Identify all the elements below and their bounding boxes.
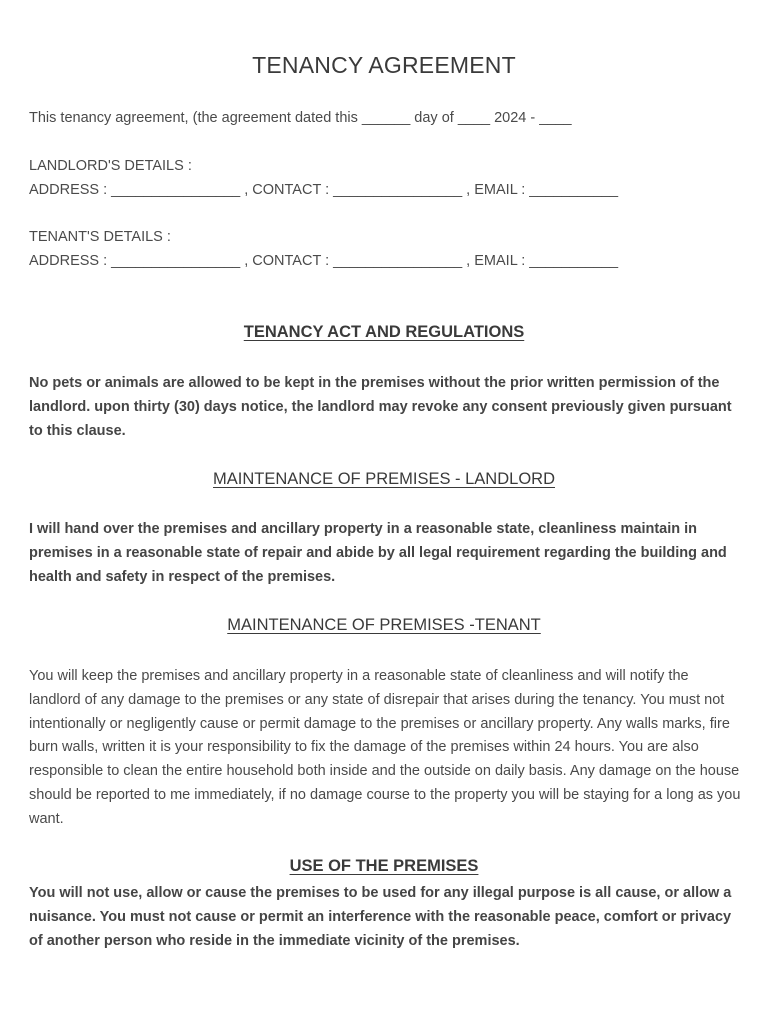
section-body-use-of-premises: You will not use, allow or cause the premises to be used for any illegal purpose is all cause, or allow a nuisance. You must not cause or permit an interference with the reasonable peace, comfort or privacy of another person who reside in the immediate vicinity of the premises. (29, 885, 732, 949)
tenant-details-fields: ADDRESS : ________________ , CONTACT : ________________ , EMAIL : ___________ (29, 253, 619, 269)
document-title: TENANCY AGREEMENT (252, 52, 516, 78)
landlord-details-fields: ADDRESS : ________________ , CONTACT : ________________ , EMAIL : ___________ (29, 182, 619, 198)
section-body-tenancy-act: No pets or animals are allowed to be kept in the premises without the prior written permission of the landlord. upon thirty (30) days notice, the landlord may revoke any consent previously given pursuant to this clause. (29, 375, 732, 439)
tenant-details-heading: TENANT'S DETAILS : (29, 229, 171, 245)
section-heading-maintenance-landlord: MAINTENANCE OF PREMISES - LANDLORD (213, 470, 555, 488)
agreement-intro: This tenancy agreement, (the agreement dated this ______ day of ____ 2024 - ____ (29, 110, 572, 126)
section-heading-use-of-premises: USE OF THE PREMISES (289, 857, 479, 875)
landlord-details-heading: LANDLORD'S DETAILS : (29, 158, 192, 174)
section-heading-maintenance-tenant: MAINTENANCE OF PREMISES -TENANT (227, 616, 541, 634)
section-body-maintenance-landlord: I will hand over the premises and ancillary property in a reasonable state, cleanliness maintain in premises in a reasonable state of repair and abide by all legal requirement regarding the building and health and safety in respect of the premises. (29, 521, 727, 585)
section-body-maintenance-tenant: You will keep the premises and ancillary property in a reasonable state of cleanliness and will notify the landlord of any damage to the premises or any state of disrepair that arises during the tenancy. You must not intentionally or negligently cause or permit damage to the premises or ancillary property. Any walls marks, fire burn walls, written it is your responsibility to fix the damage of the premises within 24 hours. You are also responsible to clean the entire household both inside and the outside on daily basis. Any damage on the house should be reported to me immediately, if no damage course to the property you will be staying for a long as you want. (29, 668, 741, 827)
section-heading-tenancy-act: TENANCY ACT AND REGULATIONS (243, 323, 525, 341)
